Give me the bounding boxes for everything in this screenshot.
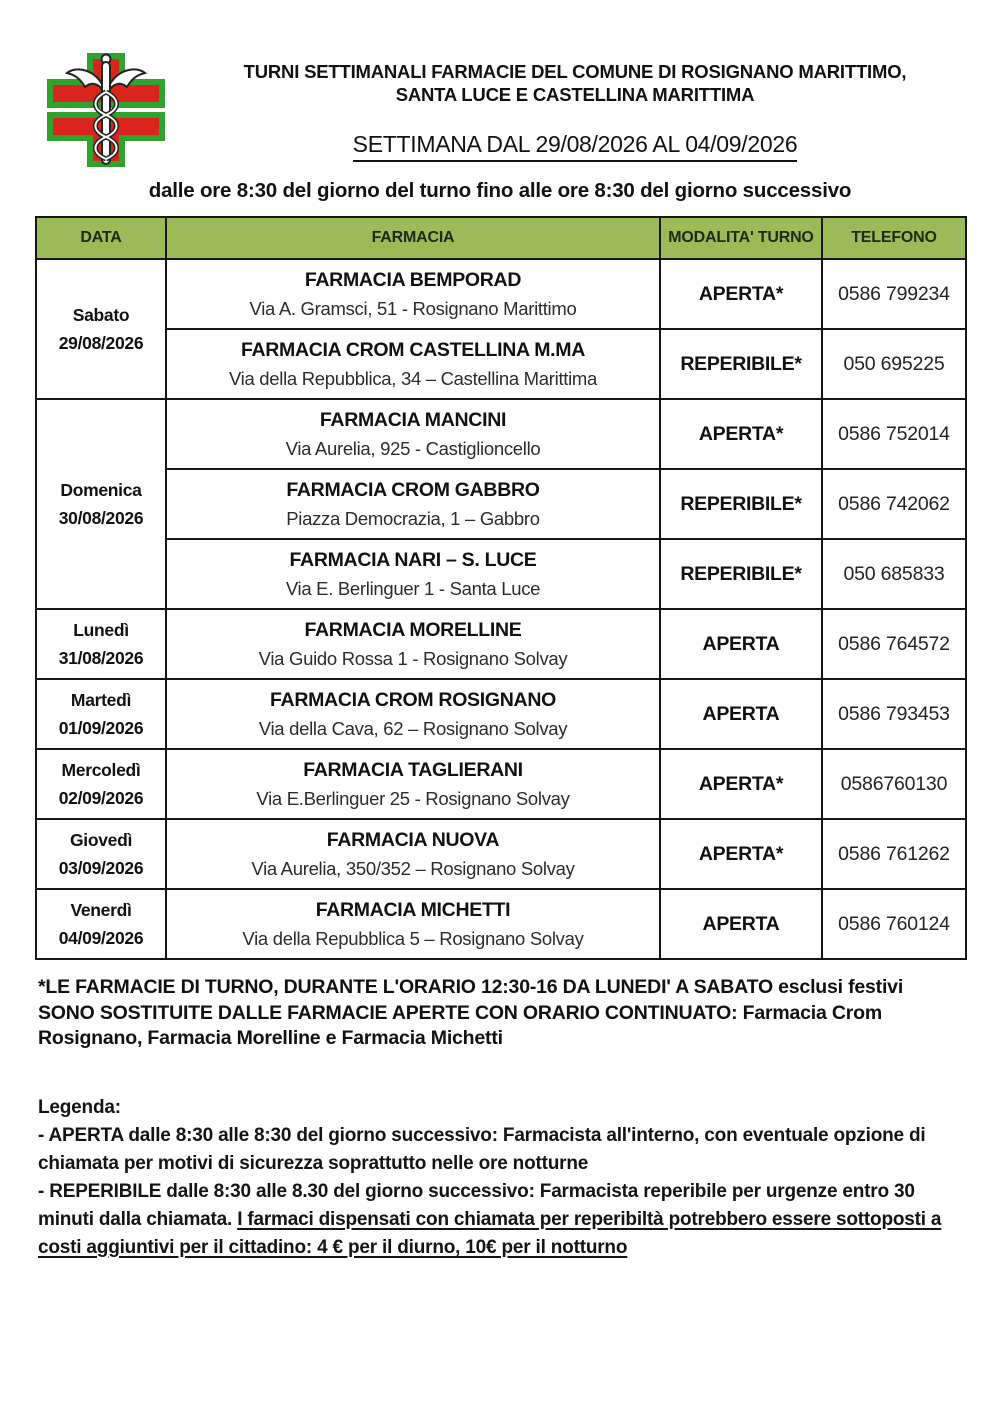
page-title-line1: TURNI SETTIMANALI FARMACIE DEL COMUNE DI ROSIGNANO MARITTIMO, [243,61,907,82]
day-name: Domenica [60,480,142,500]
phone-number: 0586 761262 [822,819,966,889]
pharmacy-name: FARMACIA MANCINI [319,408,507,431]
day-name: Martedì [70,690,132,710]
table-row [36,749,966,819]
col-header-modalita-turno: MODALITA' TURNO [660,217,822,259]
day-date: 03/09/2026 [58,858,144,878]
pharmacy-cell [166,399,660,469]
pharmacy-name: FARMACIA TAGLIERANI [303,758,523,781]
date-cell [36,679,166,749]
pharmacy-address: Via della Cava, 62 – Rosignano Solvay [258,717,568,739]
pharmacy-cross-caduceus-icon [46,52,166,168]
legend-heading: Legenda: [38,1096,121,1118]
day-name: Giovedì [69,830,133,850]
pharmacy-name: FARMACIA BEMPORAD [304,268,522,291]
phone-number: 0586 742062 [822,469,966,539]
pharmacy-name: FARMACIA NUOVA [326,828,500,851]
day-name: Venerdì [70,900,132,920]
pharmacy-name: FARMACIA CROM ROSIGNANO [270,688,556,711]
schedule-table [35,216,967,960]
page-title [150,60,1000,106]
pharmacy-address: Via Guido Rossa 1 - Rosignano Solvay [258,647,568,669]
asterisk-footnote: *LE FARMACIE DI TURNO, DURANTE L'ORARIO 12:30-16 DA LUNEDI' A SABATO esclusi festivi SONO SOSTITUITE DALLE FARMACIE APERTE CON ORARIO CONTINUATO: Farmacia Crom Rosignano, Farmacia Morelline e Farmacia Michetti [38,976,904,1049]
table-row [36,819,966,889]
week-range [150,131,1000,162]
pharmacy-name: FARMACIA CROM CASTELLINA M.MA [240,338,586,361]
date-cell [36,749,166,819]
date-cell [36,399,166,609]
day-name: Lunedì [73,620,129,640]
table-row [36,539,966,609]
phone-number: 0586 799234 [822,259,966,329]
turn-mode: APERTA [660,889,822,959]
pharmacy-cell [166,469,660,539]
pharmacy-cell [166,259,660,329]
pharmacy-address: Via E. Berlinguer 1 - Santa Luce [285,577,541,599]
pharmacy-address: Via A. Gramsci, 51 - Rosignano Marittimo [249,297,577,319]
pharmacy-cell [166,609,660,679]
pharmacy-cell [166,889,660,959]
pharmacy-name: FARMACIA MICHETTI [315,898,511,921]
week-range-text: SETTIMANA DAL 29/08/2026 AL 04/09/2026 [353,131,798,162]
pharmacy-cell [166,329,660,399]
pharmacy-cell [166,819,660,889]
phone-number: 050 685833 [822,539,966,609]
pharmacy-address: Via della Repubblica 5 – Rosignano Solvay [242,927,584,949]
date-cell [36,819,166,889]
table-row [36,399,966,469]
table-row [36,329,966,399]
day-date: 30/08/2026 [58,508,144,528]
phone-number: 0586 760124 [822,889,966,959]
pharmacy-address: Via Aurelia, 925 - Castiglioncello [285,437,541,459]
turn-mode: APERTA* [660,399,822,469]
turn-mode: REPERIBILE* [660,469,822,539]
page-title-line2: SANTA LUCE E CASTELLINA MARITTIMA [395,84,755,105]
turn-mode: APERTA* [660,819,822,889]
day-date: 29/08/2026 [58,333,144,353]
pharmacy-address: Via E.Berlinguer 25 - Rosignano Solvay [256,787,570,809]
date-cell [36,259,166,399]
pharmacy-name: FARMACIA NARI – S. LUCE [289,548,537,571]
pharmacy-address: Via Aurelia, 350/352 – Rosignano Solvay [251,857,575,879]
pharmacy-cell [166,679,660,749]
table-row [36,469,966,539]
phone-number: 050 695225 [822,329,966,399]
phone-number: 0586 793453 [822,679,966,749]
date-cell [36,609,166,679]
pharmacy-cell [166,749,660,819]
phone-number: 0586 752014 [822,399,966,469]
turn-mode: APERTA* [660,259,822,329]
col-header-data: DATA [36,217,166,259]
turn-mode: APERTA [660,609,822,679]
shift-hours-subtitle: dalle ore 8:30 del giorno del turno fino alle ore 8:30 del giorno successivo [148,179,852,202]
legend-reperibile-underlined: I farmaci dispensati con chiamata per reperibiltà potrebbero essere sottoposti a costi aggiuntivi per il cittadino: 4 € per il diurno, 10€ per il notturno [38,1208,942,1258]
legend-reperibile-plain: - REPERIBILE dalle 8:30 alle 8.30 del giorno successivo: Farmacista reperibile per urgenze entro 30 minuti dalla chiamata. [38,1180,915,1230]
phone-number: 0586760130 [822,749,966,819]
legend-reperibile-definition [38,1178,958,1262]
pharmacy-name: FARMACIA CROM GABBRO [286,478,540,501]
pharmacy-address: Via della Repubblica, 34 – Castellina Marittima [228,367,598,389]
table-row [36,889,966,959]
pharmacy-cell [166,539,660,609]
day-date: 04/09/2026 [58,928,144,948]
turn-mode: REPERIBILE* [660,329,822,399]
legend [38,1094,958,1262]
table-row [36,679,966,749]
col-header-telefono: TELEFONO [822,217,966,259]
table-row [36,609,966,679]
legend-aperta-definition: - APERTA dalle 8:30 alle 8:30 del giorno successivo: Farmacista all'interno, con eventuale opzione di chiamata per motivi di sicurezza soprattutto nelle ore notturne [38,1124,926,1174]
day-date: 02/09/2026 [58,788,144,808]
pharmacy-address: Piazza Democrazia, 1 – Gabbro [286,507,540,529]
table-header-row [36,217,966,259]
day-name: Sabato [72,305,130,325]
phone-number: 0586 764572 [822,609,966,679]
pharmacy-name: FARMACIA MORELLINE [304,618,522,641]
col-header-farmacia: FARMACIA [166,217,660,259]
table-row [36,259,966,329]
day-date: 01/09/2026 [58,718,144,738]
turn-mode: REPERIBILE* [660,539,822,609]
turn-mode: APERTA [660,679,822,749]
day-name: Mercoledì [61,760,141,780]
day-date: 31/08/2026 [58,648,144,668]
date-cell [36,889,166,959]
turn-mode: APERTA* [660,749,822,819]
